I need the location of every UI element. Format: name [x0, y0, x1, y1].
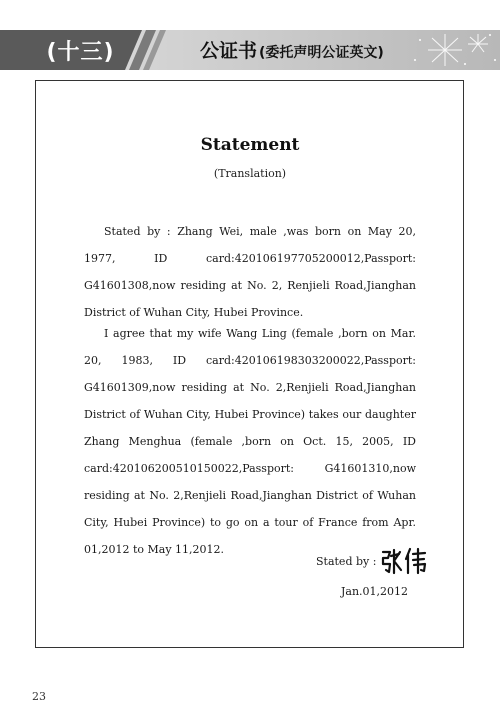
- chapter-number: (十三): [46, 39, 115, 65]
- statement-paragraph-2: I agree that my wife Wang Ling (female ,born on Mar. 20, 1983, ID card:420106198303200022,Passport: G41601309,now residing at No. 2,Renjieli Road,Jianghan District of Wuhan City, Hubei Province) takes our daughter Zhang Menghua (female ,born on Oct. 15, 2005, ID card:420106200510150022,Passport: G41601310,now residing at No. 2,Renjieli Road,Jianghan District of Wuhan City, Hubei Province) to go on a tour of France from Apr. 01,2012 to May 11,2012.: [84, 327, 416, 556]
- header-title: [200, 36, 384, 66]
- header-title-sub: (委托声明公证英文): [259, 45, 384, 61]
- header-title-main: 公证书: [200, 40, 258, 62]
- statement-paragraph-1: Stated by : Zhang Wei, male ,was born on May 20, 1977, ID card:420106197705200012,Passport: G41601308,now residing at No. 2, Renjieli Road,Jianghan District of Wuhan City, Hubei Province.: [84, 225, 416, 319]
- signature-date: Jan.01,2012: [341, 585, 409, 598]
- handwritten-signature-icon: [380, 546, 428, 576]
- stated-by-block: [316, 546, 428, 576]
- page-number: 23: [32, 690, 46, 703]
- document-subtitle: (Translation): [213, 167, 287, 180]
- document-title: Statement: [200, 135, 300, 155]
- fireworks-decoration-icon: [400, 30, 500, 70]
- header-banner: [0, 30, 500, 70]
- stated-by-label: Stated by :: [316, 554, 377, 568]
